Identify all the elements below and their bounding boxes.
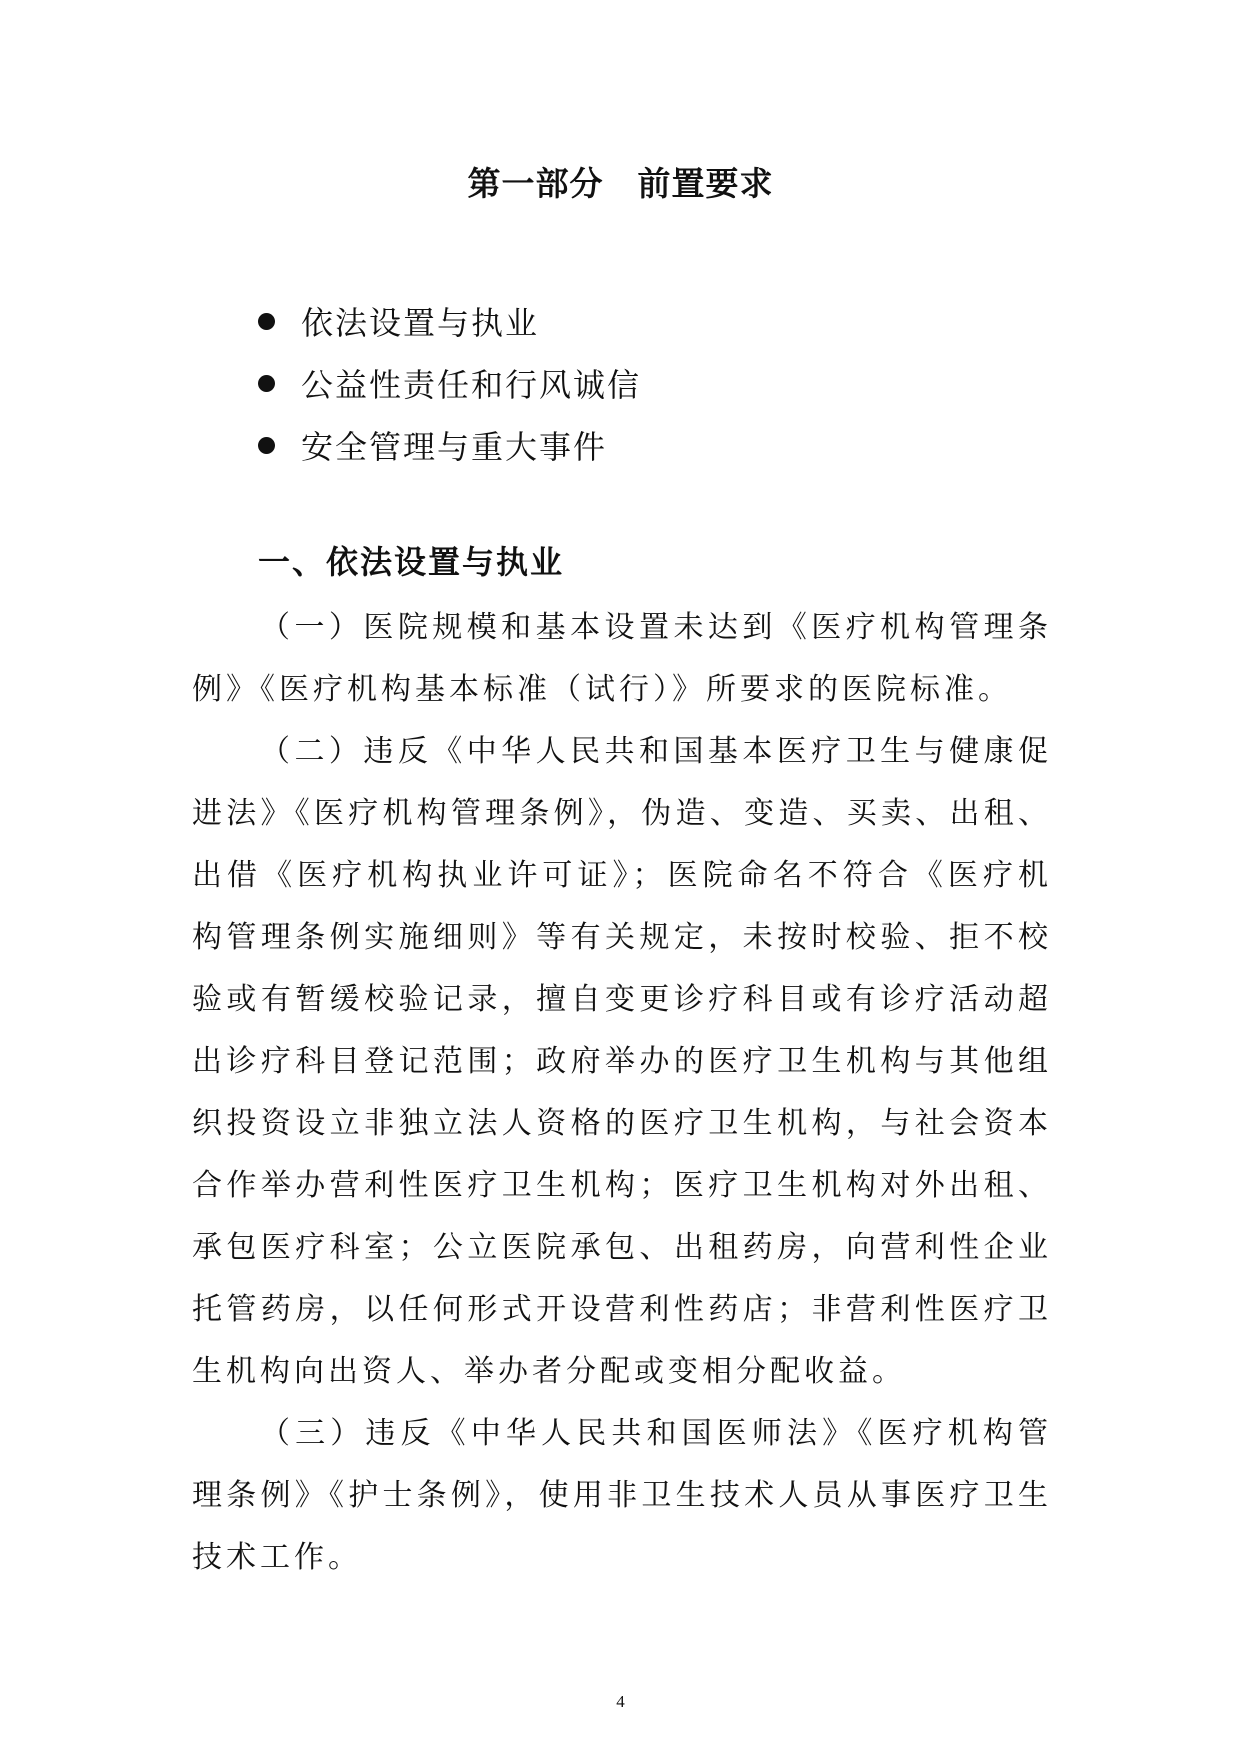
bullet-icon	[258, 375, 275, 392]
page-title: 第一部分 前置要求	[467, 164, 774, 203]
list-item	[258, 290, 641, 352]
list-item	[258, 414, 641, 476]
paragraph-1: （一）医院规模和基本设置未达到《医疗机构管理条例》《医疗机构基本标准（试行）》所要求的医院标准。	[192, 610, 1052, 707]
paragraph-3: （三）违反《中华人民共和国医师法》《医疗机构管理条例》《护士条例》，使用非卫生技术人员从事医疗卫生技术工作。	[192, 1416, 1052, 1575]
section-heading: 一、依法设置与执业	[258, 543, 565, 581]
paragraph-2: （二）违反《中华人民共和国基本医疗卫生与健康促进法》《医疗机构管理条例》，伪造、变造、买卖、出租、出借《医疗机构执业许可证》；医院命名不符合《医疗机构管理条例实施细则》等有关规定，未按时校验、拒不校验或有暂缓校验记录，擅自变更诊疗科目或有诊疗活动超出诊疗科目登记范围；政府举办的医疗卫生机构与其他组织投资设立非独立法人资格的医疗卫生机构，与社会资本合作举办营利性医疗卫生机构；医疗卫生机构对外出租、承包医疗科室；公立医院承包、出租药房，向营利性企业托管药房，以任何形式开设营利性药店；非营利性医疗卫生机构向出资人、举办者分配或变相分配收益。	[192, 734, 1052, 1389]
bullet-icon	[258, 313, 275, 330]
page-number: 4	[616, 1692, 625, 1711]
bullet-text: 依法设置与执业	[301, 304, 540, 342]
bullet-text: 公益性责任和行风诚信	[301, 366, 642, 404]
bullet-icon	[258, 437, 275, 454]
bullet-text: 安全管理与重大事件	[301, 428, 608, 466]
bullet-list	[258, 290, 641, 476]
body-text	[192, 597, 1052, 1589]
list-item	[258, 352, 641, 414]
